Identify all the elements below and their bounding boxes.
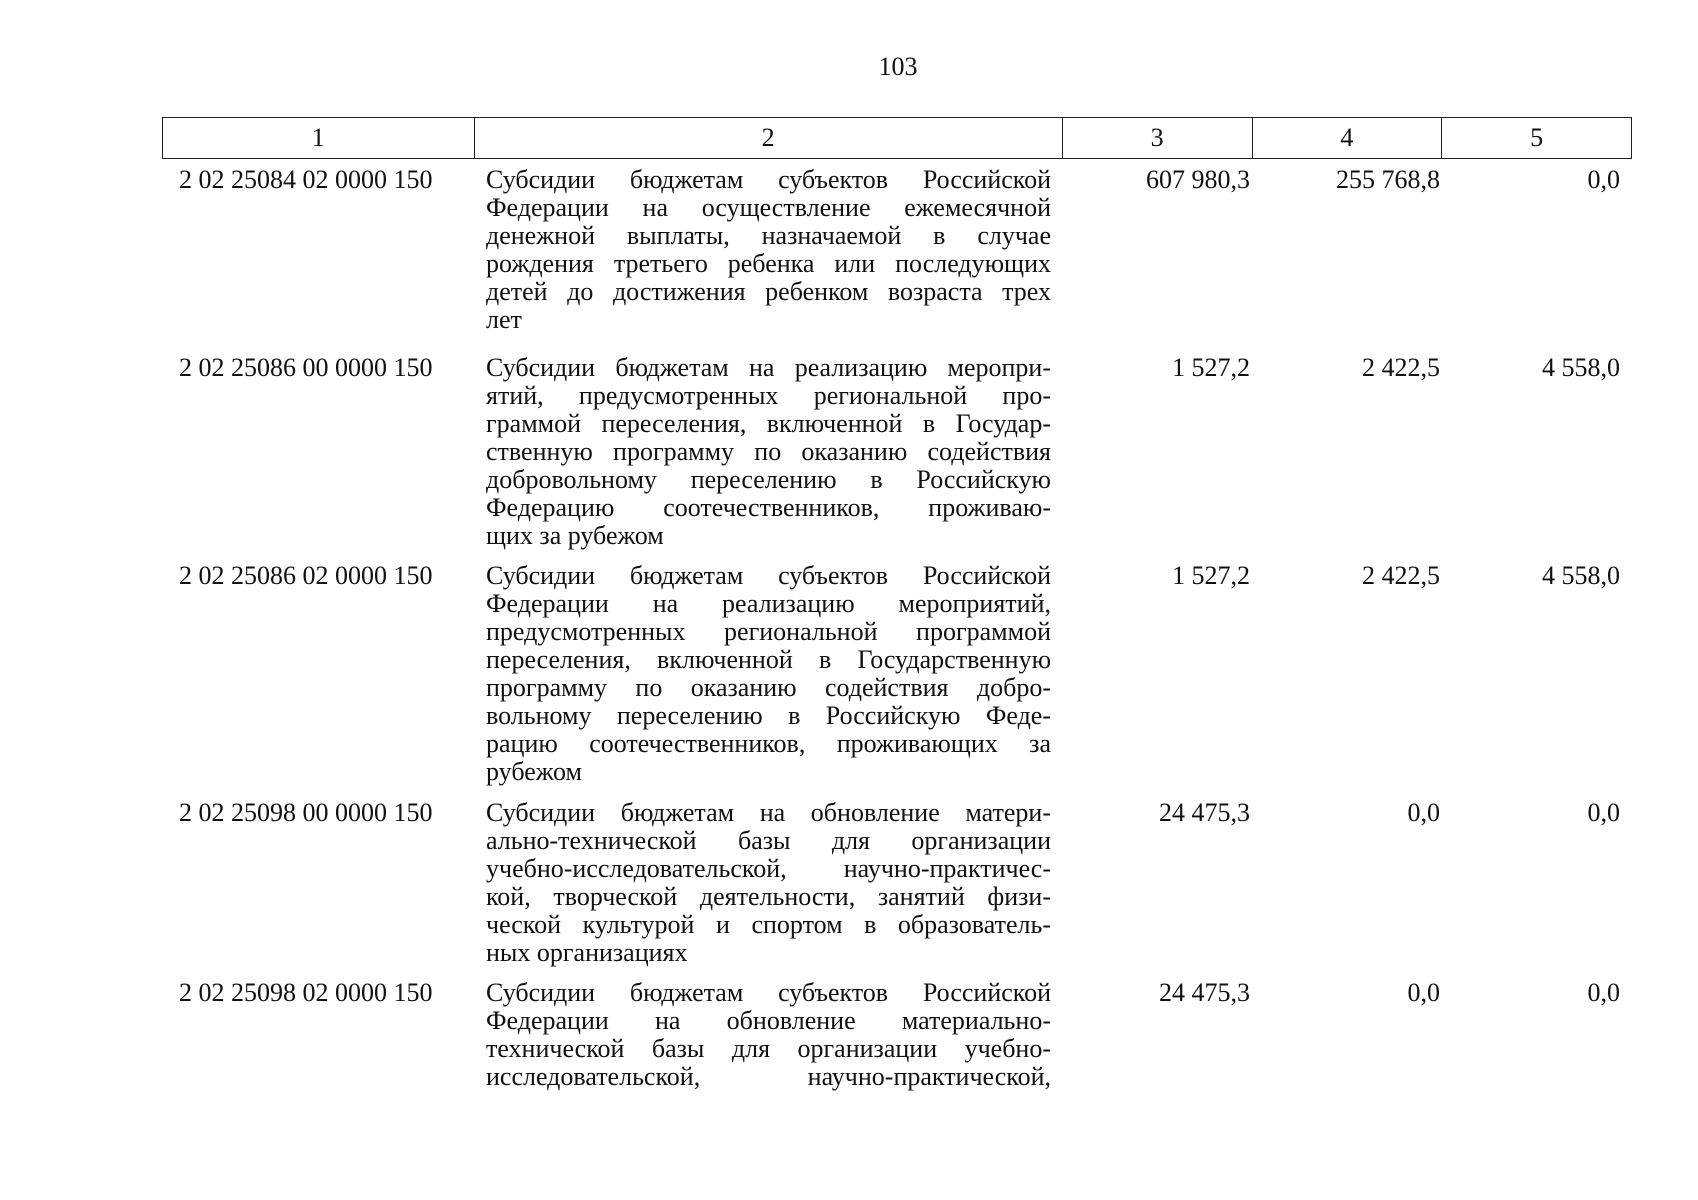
description-line: Субсидии бюджетам на реализацию меропри- — [486, 353, 1051, 382]
value-col3: 607 980,3 — [1146, 165, 1250, 194]
description-line: лет — [486, 305, 522, 334]
budget-code: 2 02 25086 02 0000 150 — [179, 561, 433, 590]
description-line: Субсидии бюджетам субъектов Российской — [486, 165, 1051, 194]
description-line: Субсидии бюджетам субъектов Российской — [486, 978, 1051, 1007]
value-col4: 255 768,8 — [1336, 165, 1440, 194]
header-cell-5: 5 — [1530, 123, 1544, 152]
description-line: кой, творческой деятельности, занятий физи- — [486, 882, 1051, 911]
description-line: исследовательской, научно-практической, — [486, 1062, 1051, 1091]
budget-code: 2 02 25098 00 0000 150 — [179, 798, 433, 827]
description-line: Субсидии бюджетам субъектов Российской — [486, 561, 1051, 590]
description-line: ных организациях — [486, 938, 688, 967]
header-cell-3: 3 — [1063, 118, 1253, 158]
description-line: Федерации на осуществление ежемесячной — [486, 193, 1051, 222]
value-col4: 0,0 — [1407, 798, 1440, 827]
value-col4: 2 422,5 — [1362, 561, 1440, 590]
description-line: щих за рубежом — [486, 521, 664, 550]
description-line: Федерации на обновление материально- — [486, 1006, 1051, 1035]
value-col4: 2 422,5 — [1362, 353, 1440, 382]
description-line: ально-технической базы для организации — [486, 826, 1051, 855]
description-line: Федерацию соотечественников, проживаю- — [486, 493, 1051, 522]
description-line: Федерации на реализацию мероприятий, — [486, 589, 1051, 618]
row-description — [486, 166, 1051, 334]
description-line: предусмотренных региональной программой — [486, 617, 1051, 646]
description-line: ятий, предусмотренных региональной про- — [486, 381, 1051, 410]
value-col4: 0,0 — [1407, 978, 1440, 1007]
value-col3: 24 475,3 — [1159, 798, 1250, 827]
description-line: технической базы для организации учебно- — [486, 1034, 1051, 1063]
header-cell-1: 1 — [163, 118, 475, 158]
row-description — [486, 354, 1051, 550]
budget-code: 2 02 25098 02 0000 150 — [179, 978, 433, 1007]
description-line: ственную программу по оказанию содействия — [486, 437, 1051, 466]
row-description — [486, 562, 1051, 786]
description-line: рождения третьего ребенка или последующих — [486, 249, 1051, 278]
description-line: Субсидии бюджетам на обновление матери- — [486, 798, 1051, 827]
header-cell-4: 4 — [1253, 118, 1443, 158]
description-line: вольному переселению в Российскую Феде- — [486, 701, 1051, 730]
value-col5: 4 558,0 — [1542, 353, 1620, 382]
description-line: рацию соотечественников, проживающих за — [486, 729, 1051, 758]
table-header — [162, 117, 1632, 159]
value-col5: 4 558,0 — [1542, 561, 1620, 590]
value-col5: 0,0 — [1587, 978, 1620, 1007]
value-col3: 1 527,2 — [1172, 353, 1250, 382]
description-line: рубежом — [486, 757, 583, 786]
description-line: ческой культурой и спортом в образователь- — [486, 910, 1051, 939]
description-line: граммой переселения, включенной в Государ- — [486, 409, 1051, 438]
description-line: денежной выплаты, назначаемой в случае — [486, 221, 1051, 250]
value-col3: 24 475,3 — [1159, 978, 1250, 1007]
row-description — [486, 979, 1051, 1091]
header-cell-2: 2 — [475, 118, 1063, 158]
description-line: программу по оказанию содействия добро- — [486, 673, 1051, 702]
page-number: 103 — [878, 52, 918, 81]
description-line: переселения, включенной в Государственную — [486, 645, 1051, 674]
value-col5: 0,0 — [1587, 798, 1620, 827]
description-line: учебно-исследовательской, научно-практичес- — [486, 854, 1051, 883]
description-line: детей до достижения ребенком возраста трех — [486, 277, 1051, 306]
description-line: добровольному переселению в Российскую — [486, 465, 1051, 494]
value-col3: 1 527,2 — [1172, 561, 1250, 590]
value-col5: 0,0 — [1587, 165, 1620, 194]
budget-code: 2 02 25084 02 0000 150 — [179, 165, 433, 194]
budget-code: 2 02 25086 00 0000 150 — [179, 353, 433, 382]
row-description — [486, 799, 1051, 967]
